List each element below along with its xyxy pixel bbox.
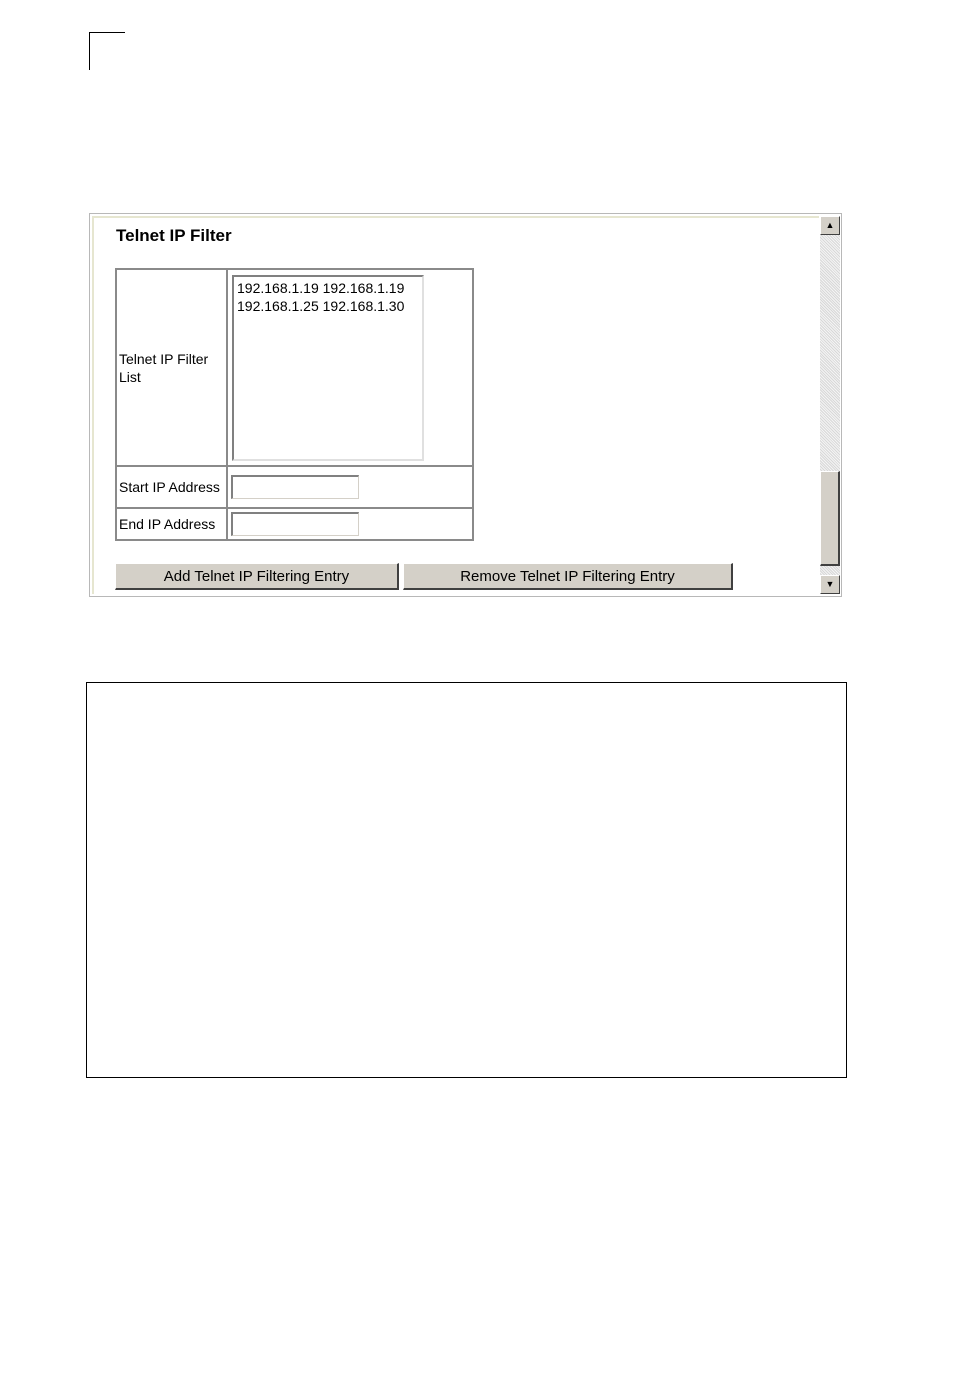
list-item[interactable]: 192.168.1.19 192.168.1.19 (237, 279, 405, 296)
table-row (116, 508, 473, 540)
page-corner-mark (89, 32, 125, 70)
start-ip-input[interactable] (231, 475, 359, 499)
filter-table (115, 268, 474, 541)
vertical-scrollbar[interactable] (820, 216, 840, 594)
arrow-down-icon[interactable]: ▼ (820, 575, 840, 594)
browser-frame (89, 213, 842, 597)
remove-filter-entry-button[interactable]: Remove Telnet IP Filtering Entry (403, 563, 733, 590)
table-row (116, 269, 473, 466)
start-ip-label: Start IP Address (116, 466, 227, 508)
arrow-up-icon[interactable]: ▲ (820, 216, 840, 235)
page-title: Telnet IP Filter (116, 226, 232, 245)
add-filter-entry-button[interactable]: Add Telnet IP Filtering Entry (115, 563, 399, 590)
table-row (116, 466, 473, 508)
end-ip-label: End IP Address (116, 508, 227, 540)
filter-list-box[interactable] (232, 275, 424, 461)
end-ip-input[interactable] (231, 512, 359, 536)
scrollbar-thumb[interactable] (820, 471, 840, 566)
empty-content-box (86, 682, 847, 1078)
list-item[interactable]: 192.168.1.25 192.168.1.30 (237, 297, 405, 314)
content-area (92, 216, 819, 594)
filter-list-label: Telnet IP Filter List (116, 269, 227, 466)
